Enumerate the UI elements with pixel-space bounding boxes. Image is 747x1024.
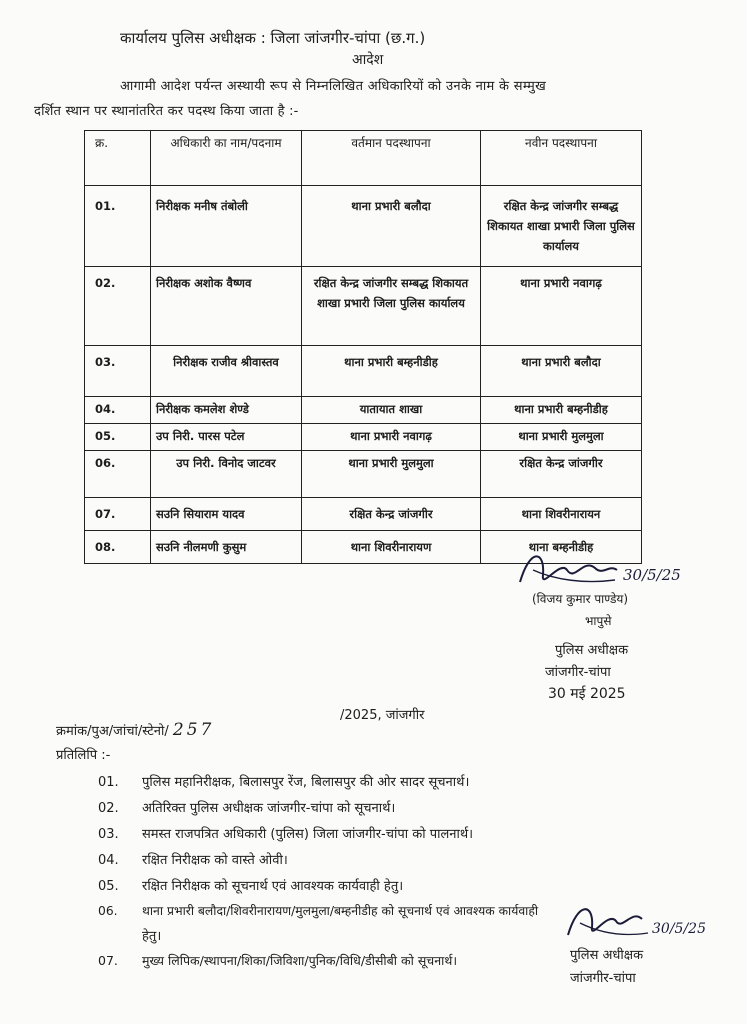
copy-item-text: रक्षित निरीक्षक को सूचनार्थ एवं आवश्यक कार्यवाही हेतु।	[142, 879, 404, 894]
copy-item-number: 01.	[98, 775, 119, 790]
header-officer-name: अधिकारी का नाम/पदनाम	[151, 131, 302, 186]
cell-officer-name: निरीक्षक राजीव श्रीवास्तव	[151, 346, 302, 397]
table-row	[85, 451, 642, 498]
cell-current-posting: थाना शिवरीनारायण	[302, 531, 481, 564]
copy-item-continuation: हेतु।	[142, 929, 162, 944]
cell-officer-name: निरीक्षक अशोक वैष्णव	[151, 267, 302, 346]
cell-officer-name: निरीक्षक कमलेश शेण्डे	[151, 397, 302, 424]
cell-current-posting: थाना प्रभारी बलौदा	[302, 186, 481, 267]
list-item	[98, 824, 473, 842]
table-row	[85, 498, 642, 531]
list-item	[98, 876, 403, 894]
copy-item-number: 07.	[98, 953, 118, 968]
cell-serial: 08.	[85, 531, 151, 564]
order-title: आदेश	[352, 52, 384, 68]
cell-current-posting: रक्षित केन्द्र जांजगीर सम्बद्ध शिकायत शाखा प्रभारी जिला पुलिस कार्यालय	[302, 267, 481, 346]
cell-new-posting: थाना प्रभारी बलौदा	[481, 346, 642, 397]
cell-serial: 02.	[85, 267, 151, 346]
copy-item-text: समस्त राजपत्रित अधिकारी (पुलिस) जिला जांजगीर-चांपा को पालनार्थ।	[142, 827, 474, 842]
cell-new-posting: थाना शिवरीनारायन	[481, 498, 642, 531]
copy-item-text: थाना प्रभारी बलौदा/शिवरीनारायण/मुलमुला/बम्हनीडीह को सूचनार्थ एवं आवश्यक कार्यवाही	[142, 904, 539, 918]
cell-new-posting: थाना प्रभारी नवागढ़	[481, 267, 642, 346]
copy-item-text: अतिरिक्त पुलिस अधीक्षक जांजगीर-चांपा को सूचनार्थ।	[142, 801, 396, 816]
table-row	[85, 186, 642, 267]
signer-service: भापुसे	[585, 614, 612, 628]
intro-text-line-1: आगामी आदेश पर्यन्त अस्थायी रूप से निम्नलिखित अधिकारियों को उनके नाम के सम्मुख	[120, 79, 547, 94]
cell-serial: 07.	[85, 498, 151, 531]
signature-2-date-mark: 30/5/25	[652, 921, 706, 937]
signer-name: (विजय कुमार पाण्डेय)	[532, 592, 629, 606]
cell-new-posting: रक्षित केन्द्र जांजगीर	[481, 451, 642, 498]
handwritten-signature-2	[560, 895, 710, 950]
copy-item-number: 05.	[98, 879, 119, 894]
cell-officer-name: सउनि सियाराम यादव	[151, 498, 302, 531]
copy-item-text: पुलिस महानिरीक्षक, बिलासपुर रेंज, बिलासपुर की ओर सादर सूचनार्थ।	[142, 775, 470, 790]
signer-designation: पुलिस अधीक्षक	[555, 643, 629, 658]
copy-item-number: 04.	[98, 853, 119, 868]
table-row	[85, 397, 642, 424]
cell-new-posting: थाना बम्हनीडीह	[481, 531, 642, 564]
copy-item-number: 06.	[98, 904, 118, 918]
cell-current-posting: थाना प्रभारी नवागढ़	[302, 424, 481, 451]
cell-current-posting: रक्षित केन्द्र जांजगीर	[302, 498, 481, 531]
header-serial: क्र.	[85, 131, 151, 186]
list-item	[98, 772, 469, 790]
table-header-row	[85, 131, 642, 186]
cell-officer-name: उप निरी. पारस पटेल	[151, 424, 302, 451]
cell-serial: 03.	[85, 346, 151, 397]
office-header: कार्यालय पुलिस अधीक्षक : जिला जांजगीर-चांपा (छ.ग.)	[120, 29, 426, 47]
cell-officer-name: उप निरी. विनोद जाटवर	[151, 451, 302, 498]
list-item	[98, 902, 538, 919]
list-item	[98, 952, 457, 969]
header-current-posting: वर्तमान पदस्थापना	[302, 131, 481, 186]
copy-to-heading: प्रतिलिपि :-	[56, 748, 111, 763]
table-row	[85, 346, 642, 397]
footer-designation: पुलिस अधीक्षक	[570, 948, 644, 963]
cell-new-posting: रक्षित केन्द्र जांजगीर सम्बद्ध शिकायत शाखा प्रभारी जिला पुलिस कार्यालय	[481, 186, 642, 267]
reference-prefix: क्रमांक/पुअ/जांचां/स्टेनो/	[56, 724, 169, 739]
list-item	[98, 798, 395, 816]
reference-handwritten-number: 257	[172, 720, 215, 740]
header-new-posting: नवीन पदस्थापना	[481, 131, 642, 186]
copy-item-text: मुख्य लिपिक/स्थापना/शिका/जिविशा/पुनिक/विधि/डीसीबी को सूचनार्थ।	[142, 953, 458, 968]
cell-current-posting: थाना प्रभारी बम्हनीडीह	[302, 346, 481, 397]
copy-item-text: रक्षित निरीक्षक को वास्ते ओवी।	[142, 853, 288, 868]
signature-date-mark: 30/5/25	[623, 566, 681, 584]
footer-location: जांजगीर-चांपा	[570, 971, 636, 986]
cell-serial: 06.	[85, 451, 151, 498]
signer-location: जांजगीर-चांपा	[545, 665, 611, 680]
reference-number	[56, 720, 214, 740]
table-row	[85, 424, 642, 451]
copy-item-number: 03.	[98, 827, 119, 842]
copy-item-number: 02.	[98, 801, 119, 816]
cell-current-posting: यातायात शाखा	[302, 397, 481, 424]
cell-officer-name: निरीक्षक मनीष तंबोली	[151, 186, 302, 267]
cell-serial: 05.	[85, 424, 151, 451]
order-date: 30 मई 2025	[548, 686, 626, 702]
cell-current-posting: थाना प्रभारी मुलमुला	[302, 451, 481, 498]
cell-new-posting: थाना प्रभारी मुलमुला	[481, 424, 642, 451]
transfer-table	[84, 130, 642, 564]
intro-text-line-2: दर्शित स्थान पर स्थानांतरित कर पदस्थ किया जाता है :-	[34, 104, 299, 119]
list-item	[98, 850, 288, 868]
table-row	[85, 267, 642, 346]
cell-serial: 01.	[85, 186, 151, 267]
cell-serial: 04.	[85, 397, 151, 424]
cell-officer-name: सउनि नीलमणी कुसुम	[151, 531, 302, 564]
reference-date: /2025, जांजगीर	[340, 708, 425, 723]
cell-new-posting: थाना प्रभारी बम्हनीडीह	[481, 397, 642, 424]
